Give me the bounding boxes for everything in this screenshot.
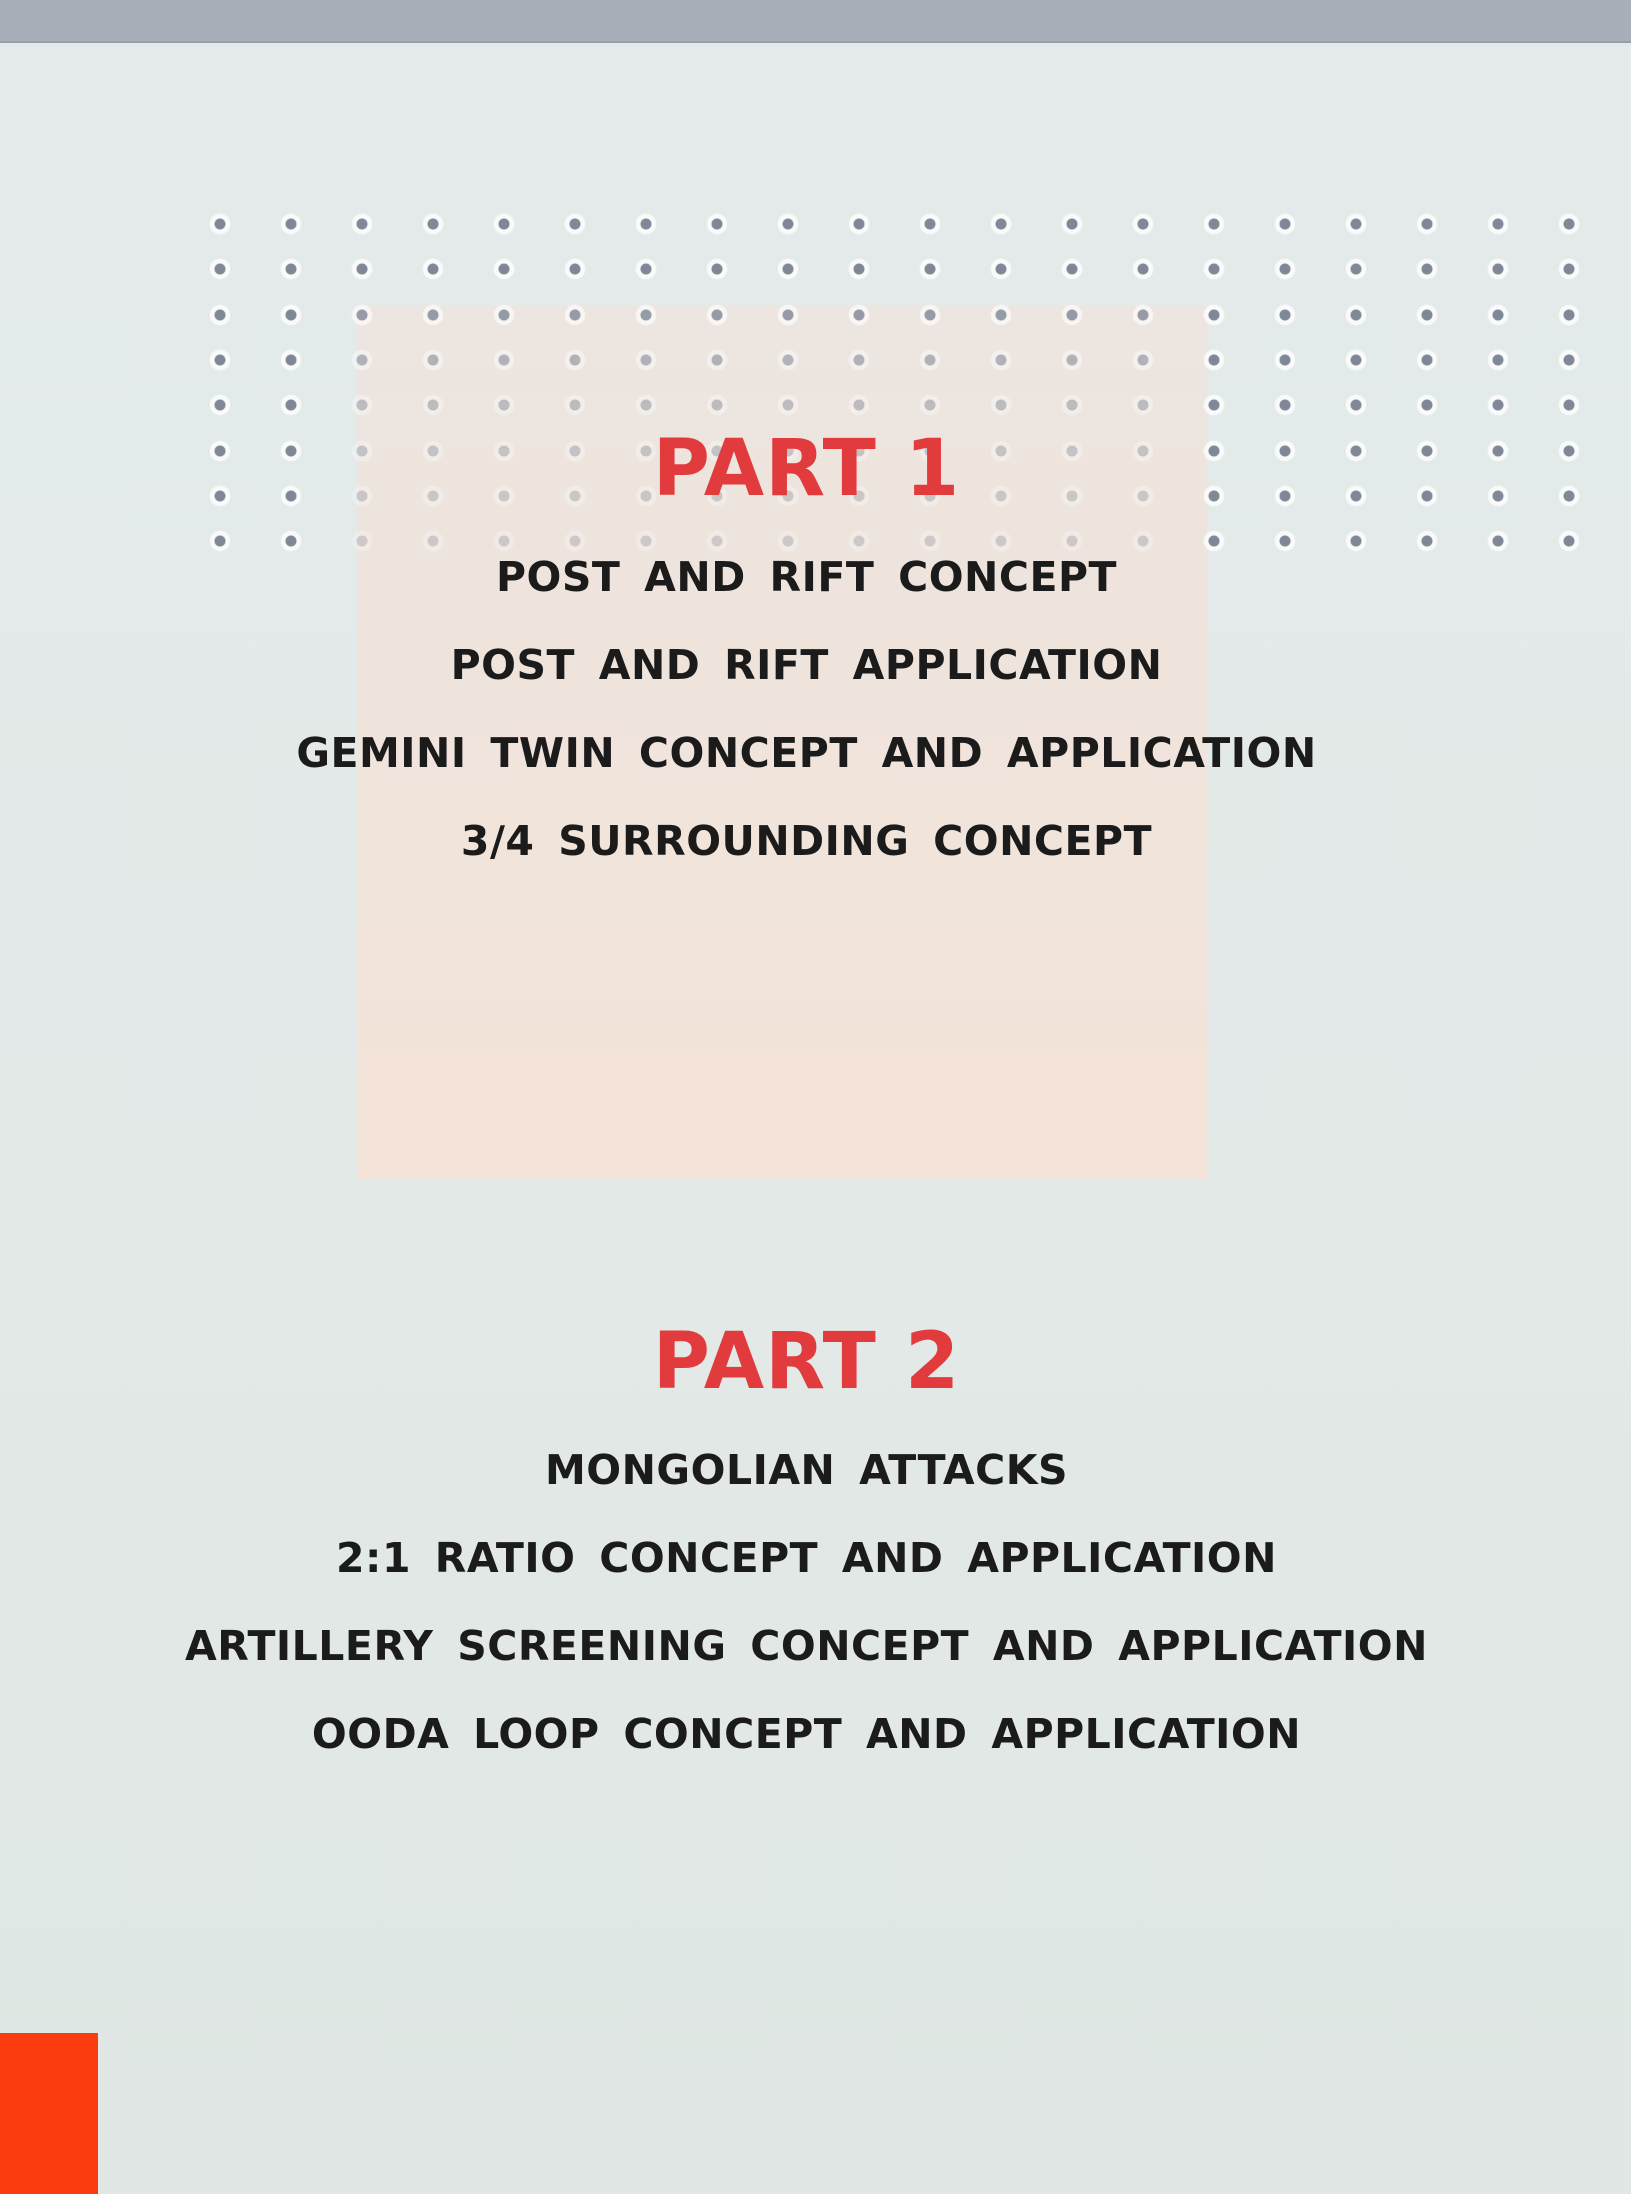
toc-item: 2:1 RATIO CONCEPT AND APPLICATION — [336, 1534, 1277, 1582]
toc-item: ARTILLERY SCREENING CONCEPT AND APPLICATION — [185, 1622, 1428, 1670]
orange-accent-block — [0, 2033, 98, 2194]
toc-item: POST AND RIFT CONCEPT — [496, 553, 1117, 601]
part-2-title: PART 2 — [652, 1317, 961, 1407]
toc-item: MONGOLIAN ATTACKS — [544, 1446, 1069, 1494]
part-1-list — [0, 533, 1622, 885]
toc-item: POST AND RIFT APPLICATION — [450, 641, 1163, 689]
part-2-list — [0, 1426, 1622, 1778]
toc-item: OODA LOOP CONCEPT AND APPLICATION — [311, 1710, 1302, 1758]
toc-item: 3/4 SURROUNDING CONCEPT — [460, 817, 1153, 865]
toc-item: GEMINI TWIN CONCEPT AND APPLICATION — [296, 729, 1317, 777]
part-1-title: PART 1 — [652, 424, 961, 514]
